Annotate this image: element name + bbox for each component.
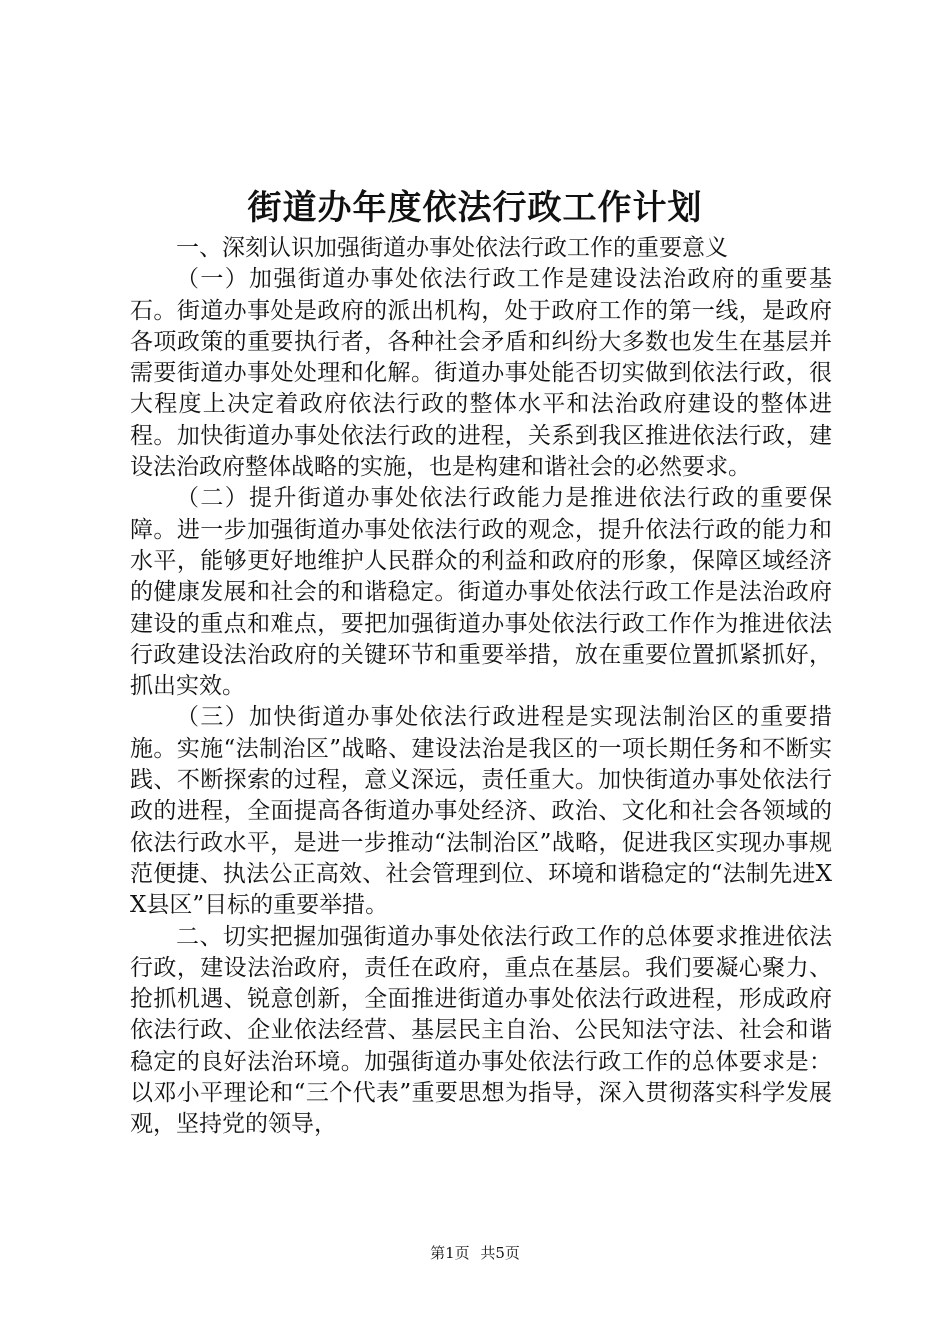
section-heading-1: 一、深刻认识加强街道办事处依法行政工作的重要意义 — [176, 235, 728, 261]
paragraph-2: （二）提升街道办事处依法行政能力是推进依法行政的重要保障。进一步加强街道办事处依法行政的观念，提升依法行政的能力和水平，能够更好地维护人民群众的利益和政府的形象，保障区域经济的健康发展和社会的和谐稳定。街道办事处依法行政工作是法治政府建设的重点和难点，要把加强街道办事处依法行政工作作为推进依法行政建设法治政府的关键环节和重要举措，放在重要位置抓紧抓好，抓出实效。 — [130, 485, 832, 700]
paragraph-4: 二、切实把握加强街道办事处依法行政工作的总体要求推进依法行政，建设法治政府，责任在政府，重点在基层。我们要凝心聚力、抢抓机遇、锐意创新，全面推进街道办事处依法行政进程，形成政府依法行政、企业依法经营、基层民主自治、公民知法守法、社会和谐稳定的良好法治环境。加强街道办事处依法行政工作的总体要求是：以邓小平理论和“三个代表”重要思想为指导，深入贯彻落实科学发展观，坚持党的领导， — [130, 923, 832, 1138]
paragraph-3: （三）加快街道办事处依法行政进程是实现法制治区的重要措施。实施“法制治区”战略、建设法治是我区的一项长期任务和不断实践、不断探索的过程，意义深远，责任重大。加快街道办事处依法行政的进程，全面提高各街道办事处经济、政治、文化和社会各领域的依法行政水平，是进一步推动“法制治区”战略，促进我区实现办事规范便捷、执法公正高效、社会管理到位、环境和谐稳定的“法制先进XX县区”目标的重要举措。 — [130, 704, 832, 919]
page-footer — [0, 1242, 950, 1263]
document-body — [130, 233, 832, 1141]
page-total: 共5页 — [480, 1244, 520, 1262]
paragraph-1: （一）加强街道办事处依法行政工作是建设法治政府的重要基石。街道办事处是政府的派出机构，处于政府工作的第一线，是政府各项政策的重要执行者，各种社会矛盾和纠纷大多数也发生在基层并需要街道办事处处理和化解。街道办事处能否切实做到依法行政，很大程度上决定着政府依法行政的整体水平和法治政府建设的整体进程。加快街道办事处依法行政的进程，关系到我区推进依法行政，建设法治政府整体战略的实施，也是构建和谐社会的必然要求。 — [130, 266, 832, 481]
page-number: 第1页 — [430, 1244, 470, 1262]
document-title: 街道办年度依法行政工作计划 — [247, 188, 703, 228]
